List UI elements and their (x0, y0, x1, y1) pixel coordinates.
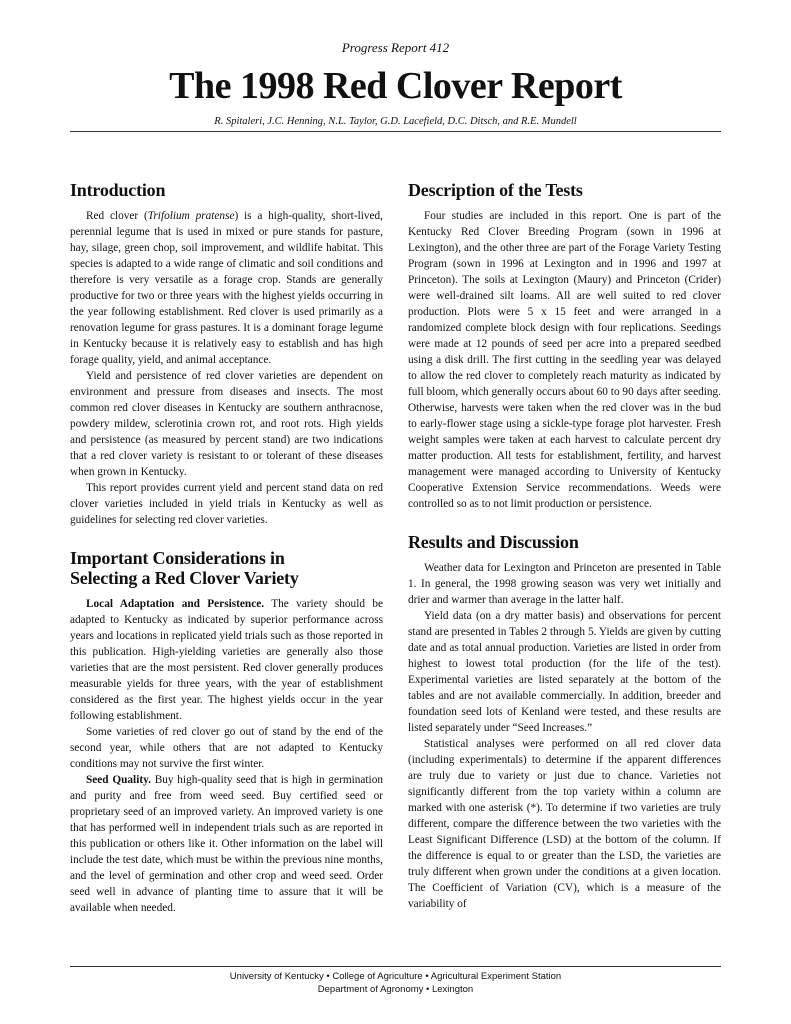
seed-quality-runin: Seed Quality. (86, 774, 151, 786)
considerations-section (70, 548, 383, 916)
considerations-paragraph-1 (70, 596, 383, 724)
right-column (408, 180, 721, 912)
description-section (408, 180, 721, 512)
footer-line-2: Department of Agronomy • Lexington (317, 984, 474, 995)
header-rule (70, 131, 721, 132)
intro-p1-post: ) is a high-quality, short-lived, perennial legume that is used in mixed or pure stands for pasture, hay, silage, green chop, soil improvement, and wildlife habitat. This species is adapted to a wide range of climatic and soil conditions and therefore is very versatile as a forage crop. Stands are generally productive for two or three years with the highest yields occurring in the year following establishment. Red clover is used primarily as a renovation legume for grass pastures. It is a dominant forage legume in Kentucky because it is relatively easy to establish and has high forage quality, yield, and animal acceptance. (70, 210, 383, 366)
introduction-heading: Introduction (70, 180, 166, 200)
considerations-heading-line-2: Selecting a Red Clover Variety (70, 568, 299, 588)
local-adaptation-runin: Local Adaptation and Persistence. (86, 598, 265, 610)
results-heading: Results and Discussion (408, 532, 579, 552)
considerations-heading (70, 548, 383, 588)
footer-rule (70, 966, 721, 967)
results-paragraph-1: Weather data for Lexington and Princeton are presented in Table 1. In general, the 1998 growing season was very wet initially and drier and warmer than average in the latter half. (408, 562, 721, 606)
authors-line: R. Spitaleri, J.C. Henning, N.L. Taylor, G.D. Lacefield, D.C. Ditsch, and R.E. Mundell (214, 116, 577, 127)
report-number: Progress Report 412 (341, 40, 450, 55)
results-paragraph-3: Statistical analyses were performed on all red clover data (including experimentals) to determine if the apparent differences are truly due to variety or just due to chance. Varieties not significantly different from the top variety within a column are marked with one asterisk (*). To determine if two varieties are truly different, compare the difference between the two varieties with the Least Significant Difference (LSD) at the bottom of the column. If the difference is equal to or greater than the LSD, the varieties are truly different when grown under the conditions at a given location. The Coefficient of Variation (CV), which is a measure of the variability of (408, 738, 721, 910)
introduction-paragraph-1 (70, 208, 383, 368)
scientific-name: Trifolium pratense (147, 210, 235, 222)
results-paragraph-2: Yield data (on a dry matter basis) and observations for percent stand are presented in Tables 2 through 5. Yields are given by cutting date and as total annual production. Varieties are listed in order from highest to lowest total production (for the life of the test). Experimental varieties are listed separately at the bottom of the tables and are not available commercially. In addition, breeder and foundation seed lots of Kenland were tested, and these results are listed separately under “Seed Increases.” (408, 610, 721, 734)
description-paragraph-1: Four studies are included in this report. One is part of the Kentucky Red Clover Breeding Program (sown in 1996 at Lexington), and the other three are part of the Forage Variety Testing Program (sown in 1996 at Lexington and in 1996 and 1997 at Princeton). The soils at Lexington (Maury) and Princeton (Crider) were well-drained silt loams. All are well suited to red clover production. Plots were 5 x 15 feet and were arranged in a randomized complete block design with four replications. Seedings were made at 12 pounds of seed per acre into a prepared seedbed using a disk drill. The first cutting in the seedling year was delayed to allow the red clover to completely reach maturity as indicated by full bloom, which generally occurs about 60 to 90 days after seeding. Otherwise, harvests were taken when the red clover was in the bud to early-flower stage using a sickle-type forage plot harvester. Fresh weight samples were taken at each harvest to calculate percent dry matter production. All tests for establishment, fertility, and harvest management were managed according to University of Kentucky Cooperative Extension Service recommendations. Weeds were controlled so as to not limit production or persistence. (408, 210, 721, 510)
left-column (70, 180, 383, 916)
considerations-p1-text: The variety should be adapted to Kentucky as indicated by superior performance across years and locations in replicated yield trials such as those reported in this publication. High-yielding varieties are generally also those varieties that are the most persistent. Red clover generally produces measurable yields for three years, with the year of establishment considered as the first year. The highest yields occur in the year following establishment. (70, 598, 384, 722)
footer-line-1: University of Kentucky • College of Agriculture • Agricultural Experiment Station (229, 971, 562, 982)
results-section (408, 532, 721, 912)
considerations-heading-line-1: Important Considerations in (70, 548, 285, 568)
introduction-section (70, 180, 383, 528)
description-heading: Description of the Tests (408, 180, 583, 200)
introduction-paragraph-3: This report provides current yield and percent stand data on red clover varieties included in yield trials in Kentucky as well as guidelines for selecting red clover varieties. (70, 482, 383, 526)
considerations-p3-text: Buy high-quality seed that is high in germination and purity and free from weed seed. Buy certified seed or proprietary seed of an improved variety. An improved variety is one that has performed well in independent trials such as are reported in this publication or others like it. Other information on the label will include the test date, which must be within the previous nine months, and the level of germination and other crop and weed seed. Order seed well in advance of planting time to assure that it will be available when needed. (70, 774, 383, 914)
introduction-paragraph-2: Yield and persistence of red clover varieties are dependent on environment and pressure from diseases and insects. The most common red clover diseases in Kentucky are southern anthracnose, powdery mildew, sclerotinia crown rot, and root rots. High yields and persistence (as measured by percent stand) are two indications that a red clover variety is resistant to or tolerant of these diseases when grown in Kentucky. (70, 370, 383, 478)
considerations-paragraph-3 (70, 772, 383, 916)
considerations-paragraph-2: Some varieties of red clover go out of stand by the end of the second year, while others that are not adapted to Kentucky conditions may not survive the first winter. (70, 726, 383, 770)
intro-p1-pre: Red clover ( (86, 210, 148, 222)
page-title: The 1998 Red Clover Report (169, 65, 622, 107)
